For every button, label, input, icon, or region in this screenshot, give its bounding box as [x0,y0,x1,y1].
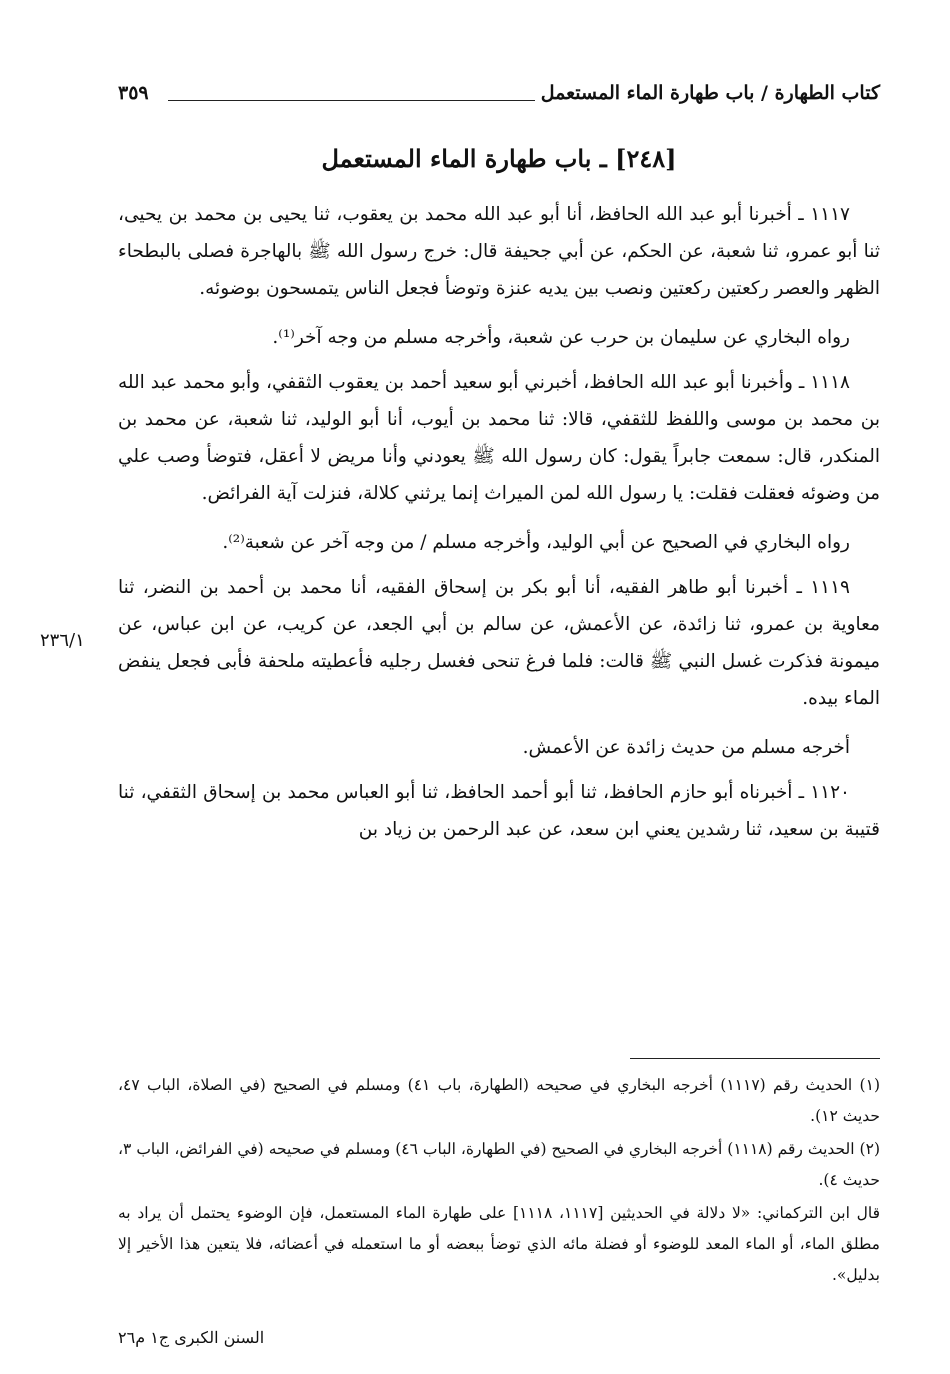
chapter-title: [٢٤٨] ـ باب طهارة الماء المستعمل [321,144,677,173]
running-title: كتاب الطهارة / باب طهارة الماء المستعمل [540,82,880,104]
running-header [118,82,880,116]
footnote-commentary: قال ابن التركماني: «لا دلالة في الحديثين [١١١٧، ١١١٨] على طهارة الماء المستعمل، فإن الوضوء يحتمل أن يراد به مطلق الماء، أو الماء المعد للوضوء أو فضلة مائه الذي توضأ ببعضه أو ما استعمله في أعضائه، فلا يتعين هذا الأخير إلا بدليل». [118,1204,880,1284]
header-rule [168,100,535,101]
hadith-1119: ١١١٩ ـ أخبرنا أبو طاهر الفقيه، أنا أبو بكر بن إسحاق الفقيه، أنا محمد بن أحمد بن النضر، ثنا معاوية بن عمرو، ثنا زائدة، عن الأعمش، عن سالم بن أبي الجعد، عن كريب، عن ابن عباس، عن ميمونة فذكرت غسل النبي ﷺ قالت: فلما فرغ تنحى فغسل رجليه فأعطيته ملحفة فأبى فجعل ينفض الماء بيده. [118,577,880,709]
margin-reference: ٢٣٦/١ [40,630,85,651]
footnotes [118,1070,880,1291]
footnote-2: (٢) الحديث رقم (١١١٨) أخرجه البخاري في الصحيح (في الطهارة، الباب ٤٦) ومسلم في صحيحه (في الفرائض، الباب ٣، حديث ٤). [118,1140,880,1189]
hadith-1117: ١١١٧ ـ أخبرنا أبو عبد الله الحافظ، أنا أبو عبد الله محمد بن يعقوب، ثنا يحيى بن محمد بن يحيى، ثنا أبو عمرو، ثنا شعبة، عن الحكم، عن أبي جحيفة قال: خرج رسول الله ﷺ بالهاجرة فصلى بالبطحاء الظهر والعصر ركعتين ركعتين ونصب بين يديه عنزة وتوضأ فجعل الناس يتمسحون بوضوئه. [118,204,880,299]
narration-note-1118: رواه البخاري في الصحيح عن أبي الوليد، وأخرجه مسلم / من وجه آخر عن شعبة⁽²⁾. [222,532,850,553]
volume-signature: السنن الكبرى ج١ م٢٦ [118,1328,265,1347]
page-number: ٣٥٩ [118,82,149,104]
footnote-1: (١) الحديث رقم (١١١٧) أخرجه البخاري في صحيحه (الطهارة، باب ٤١) ومسلم في الصحيح (في الصلاة، الباب ٤٧، حديث ١٢). [118,1076,880,1125]
narration-note-1119: أخرجه مسلم من حديث زائدة عن الأعمش. [522,737,850,758]
hadith-1118: ١١١٨ ـ وأخبرنا أبو عبد الله الحافظ، أخبرني أبو سعيد أحمد بن يعقوب الثقفي، وأبو محمد عبد الله بن محمد بن موسى واللفظ للثقفي، قالا: ثنا محمد بن أيوب، أنا أبو الوليد، ثنا شعبة، عن محمد بن المنكدر، قال: سمعت جابراً يقول: كان رسول الله ﷺ يعودني وأنا مريض لا أعقل، فتوضأ وصب علي من وضوئه فعقلت فقلت: يا رسول الله لمن الميراث إنما يرثني كلالة، فنزلت آية الفرائض. [118,372,880,504]
narration-note-1117: رواه البخاري عن سليمان بن حرب عن شعبة، وأخرجه مسلم من وجه آخر⁽¹⁾. [272,327,850,348]
footnote-rule [630,1058,880,1059]
main-text [118,196,880,860]
hadith-1120: ١١٢٠ ـ أخبرناه أبو حازم الحافظ، ثنا أبو أحمد الحافظ، ثنا أبو العباس محمد بن إسحاق الثقفي، ثنا قتيبة بن سعيد، ثنا رشدين يعني ابن سعد، عن عبد الرحمن بن زياد بن [118,782,880,840]
